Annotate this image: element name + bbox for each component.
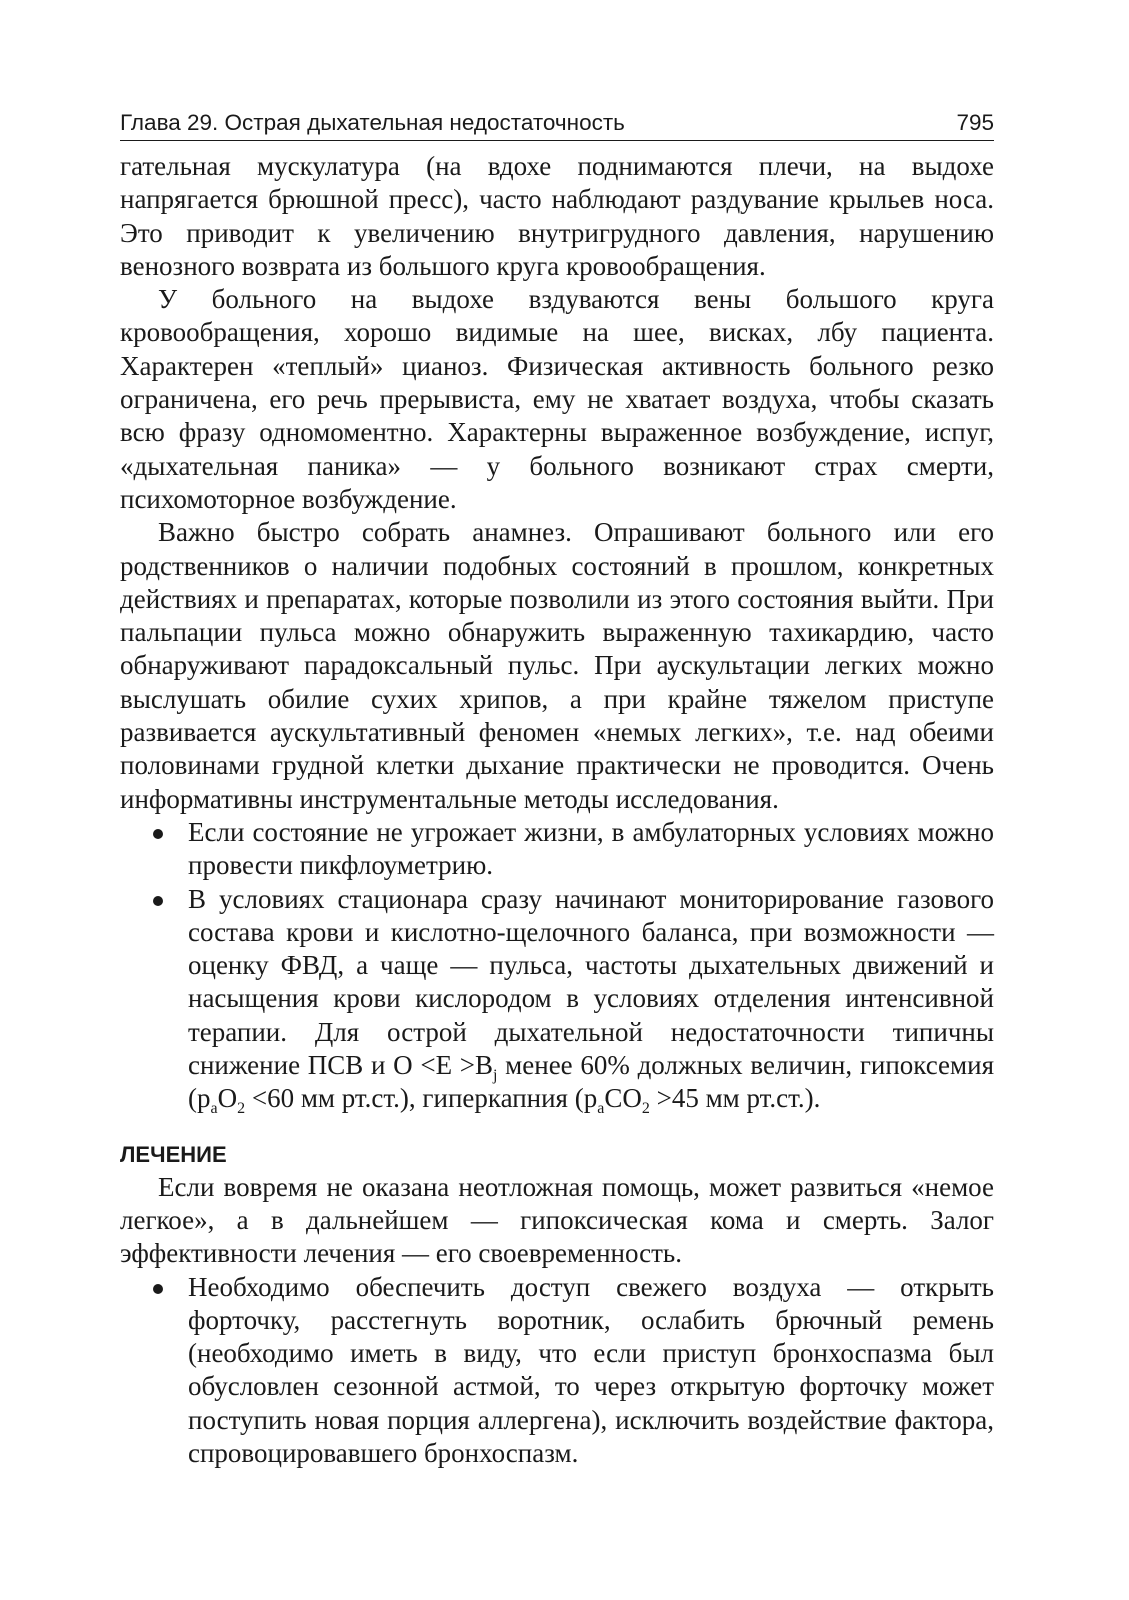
bullet-icon — [153, 896, 163, 906]
list-item-text: Необходимо обеспечить доступ свежего воздуха — открыть форточку, расстегнуть воротник, ослабить брючный ремень (необходимо иметь в виду, что если приступ бронхоспазма был обусловлен сезонной астмой, то через открытую форточку может поступить новая порция аллергена), исключить воздействие фактора, спровоцировавшего бронхоспазм. — [188, 1271, 994, 1468]
page-number: 795 — [956, 110, 994, 135]
list-item-text: В условиях стационара сразу начинают мониторирование газового состава крови и кислотно-щелочного баланса, при возможности — оценку ФВД, а чаще — пульса, частоты дыхательных движений и насыщения крови кислородом в условиях отделения интенсивной терапии. Для острой дыхательной недостаточности типичны снижение ПСВ и $О <Е >В_j$ менее 60% должных величин, гипоксемия ($p_aO_2 <60$ мм рт.ст.), гиперкапния ($p_aCO_2 >45$ мм рт.ст.). — [188, 883, 994, 1118]
bullet-icon — [153, 1284, 163, 1294]
section-heading: ЛЕЧЕНИЕ — [120, 1141, 227, 1167]
bullet-list — [120, 1271, 994, 1471]
list-item — [120, 816, 994, 883]
book-page — [120, 108, 994, 1470]
paragraph: Важно быстро собрать анамнез. Опрашивают больного или его родственников о наличии подобных состояний в прошлом, конкретных действиях и препаратах, которые позволили из этого состояния выйти. При пальпации пульса можно обнаружить выраженную тахикардию, часто обнаруживают парадоксальный пульс. При аускультации легких можно выслушать обилие сухих хрипов, а при крайне тяжелом приступе развивается аускультативный феномен «немых легких», т.е. над обеими половинами грудной клетки дыхание практически не проводится. Очень информативны инструментальные методы исследования. — [120, 517, 994, 814]
paragraph: Если вовремя не оказана неотложная помощь, может развиться «немое легкое», а в дальнейшем — гипоксическая кома и смерть. Залог эффективности лечения — его своевременность. — [120, 1171, 994, 1269]
list-item — [120, 883, 994, 1116]
paragraph: У больного на выдохе вздуваются вены большого круга кровообращения, хорошо видимые на шее, висках, лбу пациента. Характерен «теплый» цианоз. Физическая активность больного резко ограничена, его речь прерывиста, ему не хватает воздуха, чтобы сказать всю фразу одномоментно. Характерны выраженное возбуждение, испуг, «дыхательная паника» — у больного возникают страх смерти, психомоторное возбуждение. — [120, 284, 994, 514]
list-item — [120, 1271, 994, 1471]
running-header — [120, 108, 994, 141]
bullet-icon — [153, 829, 163, 839]
bullet-list — [120, 816, 994, 1116]
paragraph: гательная мускулатура (на вдохе поднимаются плечи, на выдохе напрягается брюшной пресс), часто наблюдают раздувание крыльев носа. Это приводит к увеличению внутригрудного давления, нарушению венозного возврата из большого круга кровообращения. — [120, 151, 994, 281]
list-item-text: Если состояние не угрожает жизни, в амбулаторных условиях можно провести пикфлоуметрию. — [188, 816, 994, 881]
chapter-title: Глава 29. Острая дыхательная недостаточность — [120, 110, 625, 135]
main-text — [120, 150, 994, 1470]
